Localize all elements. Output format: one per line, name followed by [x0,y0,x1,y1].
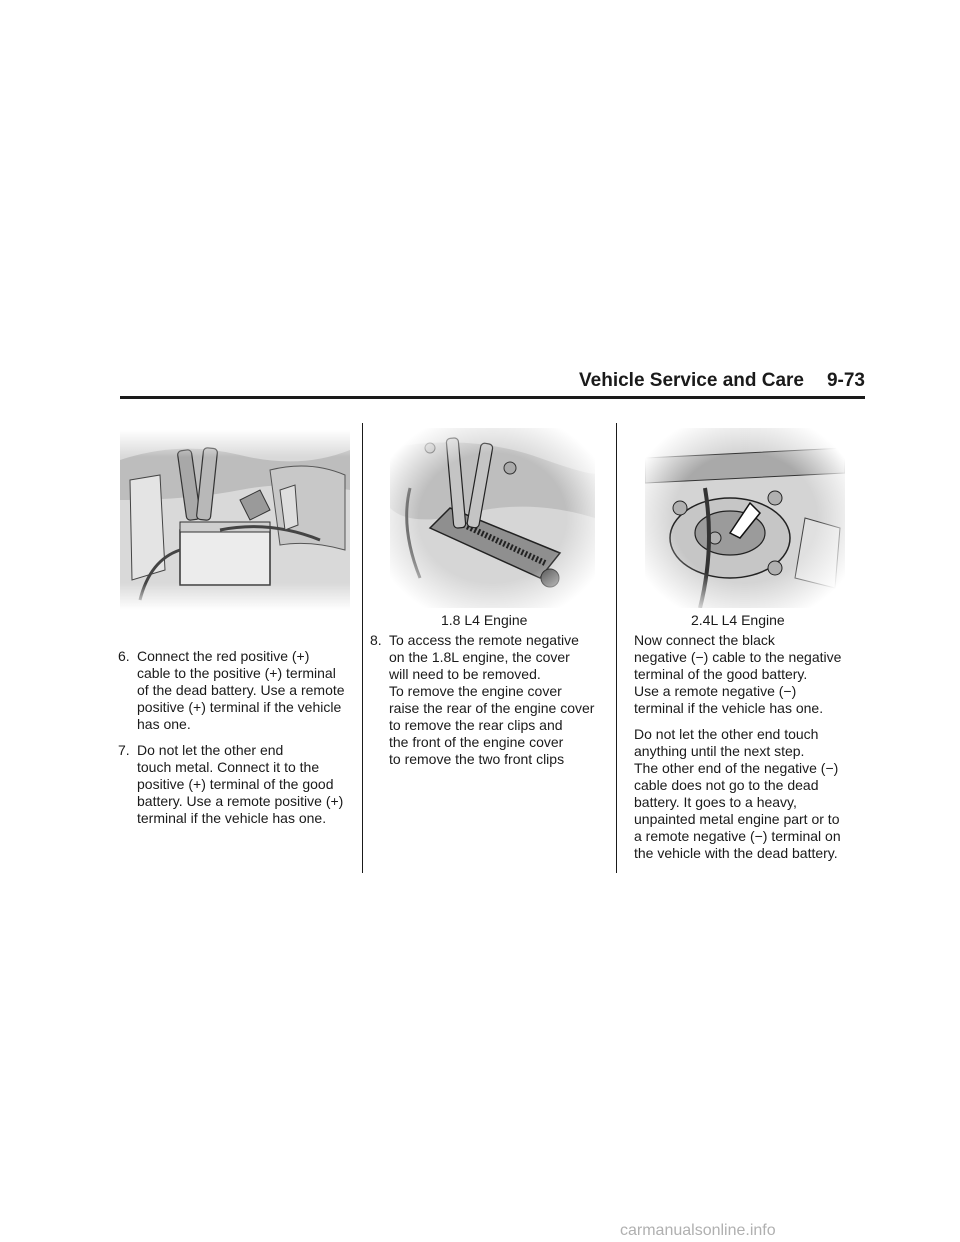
para-line: battery. It goes to a heavy, [634,794,797,810]
column-3-text [634,632,864,871]
step-line: the front of the engine cover [389,734,564,750]
step-line: To access the remote negative [389,632,579,648]
para-line: unpainted metal engine part or to [634,811,840,827]
step-line: of the dead battery. Use a remote [137,682,345,698]
step-number: 7. [118,742,130,758]
paragraph-do-not-touch [634,726,864,862]
para-line: cable does not go to the dead [634,777,819,793]
figure-caption-1-8-engine: 1.8 L4 Engine [441,612,528,628]
para-line: Now connect the black [634,632,775,648]
step-6 [118,648,358,733]
engine-2-4-illustration [645,428,845,608]
para-line: the vehicle with the dead battery. [634,845,838,861]
paragraph-connect-negative [634,632,864,717]
step-line: positive (+) terminal of the good [137,776,334,792]
step-8 [370,632,610,768]
step-line: battery. Use a remote positive (+) [137,793,344,809]
step-line: terminal if the vehicle has one. [137,810,327,826]
step-line: to remove the two front clips [389,751,565,767]
step-line: has one. [137,716,191,732]
page-number: 9-73 [826,370,865,391]
step-line: To remove the engine cover [389,683,562,699]
para-line: terminal of the good battery. [634,666,808,682]
step-7 [118,742,358,827]
step-number: 6. [118,648,130,664]
step-line: will need to be removed. [389,666,541,682]
para-line: Do not let the other end touch [634,726,819,742]
battery-connection-illustration [120,430,350,610]
figure-caption-2-4-engine: 2.4L L4 Engine [691,612,785,628]
step-line: to remove the rear clips and [389,717,563,733]
engine-1-8-illustration [390,428,595,608]
step-number: 8. [370,632,382,648]
column-1-text [118,648,358,836]
column-divider-left [362,423,363,873]
step-line: Do not let the other end [137,742,284,758]
column-2-text [370,632,610,777]
step-line: raise the rear of the engine cover [389,700,595,716]
para-line: anything until the next step. [634,743,805,759]
section-title: Vehicle Service and Care [579,370,804,391]
step-line: touch metal. Connect it to the [137,759,320,775]
para-line: Use a remote negative (−) [634,683,797,699]
para-line: negative (−) cable to the negative [634,649,842,665]
step-line: cable to the positive (+) terminal [137,665,336,681]
footer-watermark: carmanualsonline.info [620,1222,776,1239]
step-line: Connect the red positive (+) [137,648,310,664]
header-rule [120,396,865,399]
step-line: positive (+) terminal if the vehicle [137,699,342,715]
para-line: terminal if the vehicle has one. [634,700,824,716]
column-divider-right [616,423,617,873]
para-line: The other end of the negative (−) [634,760,839,776]
step-line: on the 1.8L engine, the cover [389,649,570,665]
para-line: a remote negative (−) terminal on [634,828,841,844]
